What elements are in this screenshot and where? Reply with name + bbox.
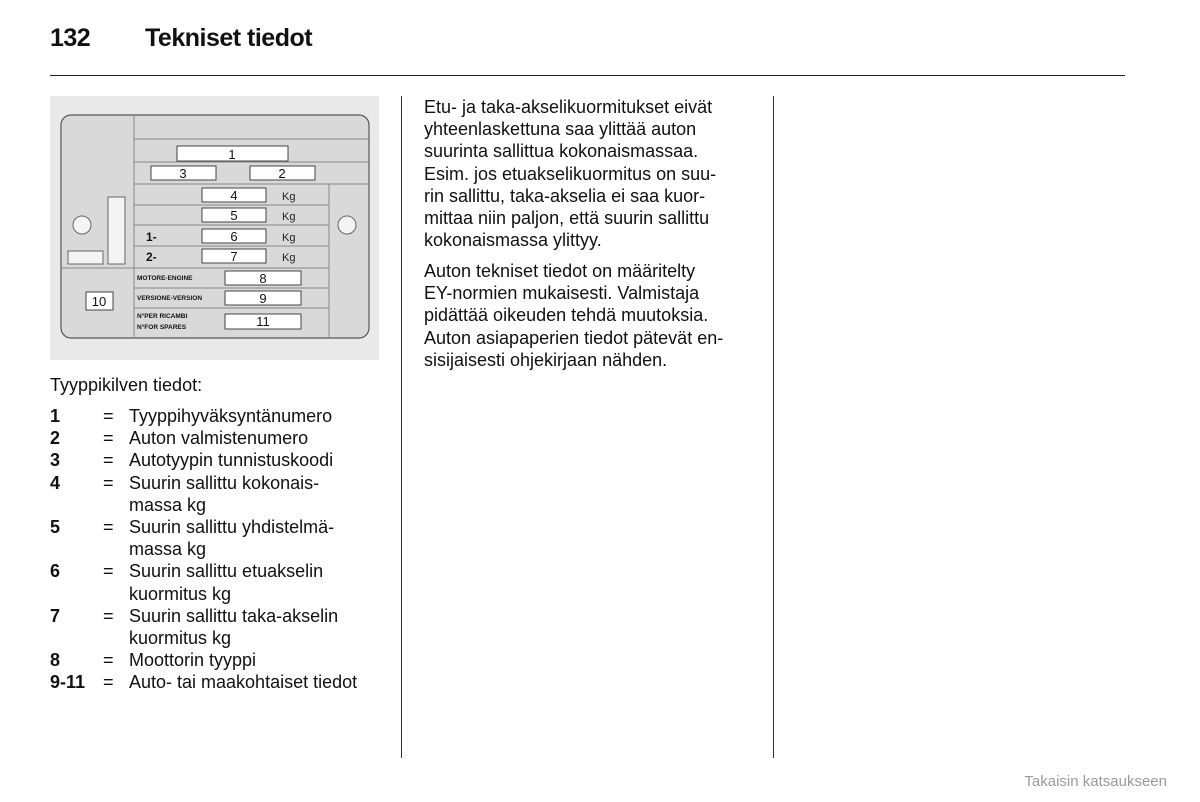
figure-caption: Tyyppikilven tiedot: xyxy=(50,375,203,395)
legend-equals: = xyxy=(103,450,114,471)
legend-item xyxy=(50,671,390,693)
plate-number-11: 11 xyxy=(256,314,270,329)
type-plate-illustration xyxy=(50,96,379,360)
plate-slot xyxy=(108,197,125,264)
plate-axle-label-1: 1- xyxy=(146,230,157,244)
legend-item xyxy=(50,649,390,671)
plate-unit-kg: Kg xyxy=(282,211,296,223)
legend-key: 9-11 xyxy=(50,672,86,693)
legend-key: 4 xyxy=(50,472,61,493)
legend-description: Suurin sallittu yhdistelmä- massa kg xyxy=(129,517,335,560)
plate-number-7: 7 xyxy=(230,249,238,264)
legend-list xyxy=(50,405,390,694)
legend-description: Tyyppihyväksyntänumero xyxy=(129,406,333,426)
legend-equals: = xyxy=(103,605,114,626)
plate-label-engine: MOTORE-ENGINE xyxy=(137,275,193,282)
page-title: Tekniset tiedot xyxy=(145,24,313,52)
plate-number-8: 8 xyxy=(259,271,267,286)
plate-label-spares-en: N°FOR SPARES xyxy=(137,324,187,331)
plate-number-9: 9 xyxy=(259,291,267,306)
page-number: 132 xyxy=(50,24,91,52)
legend-key: 5 xyxy=(50,517,61,538)
legend-equals: = xyxy=(103,561,114,582)
legend-description: Suurin sallittu kokonais- massa kg xyxy=(129,472,320,515)
legend-item xyxy=(50,605,390,649)
body-paragraph-axle-loads: Etu- ja taka-akselikuormitukset eivät yhteenlaskettuna saa ylittää auton suurinta sallittua kokonaismassaa. Esim. jos etuakselikuormitus on suu- rin sallittu, taka-akselia ei saa kuor- mittaa niin paljon, että suurin sallittu kokonaismassa ylittyy. xyxy=(424,97,717,251)
column-divider-left xyxy=(401,96,402,758)
plate-number-10: 10 xyxy=(91,294,107,309)
legend-item xyxy=(50,449,390,471)
plate-number-2: 2 xyxy=(278,166,286,181)
legend-item xyxy=(50,405,390,427)
legend-description: Auto- tai maakohtaiset tiedot xyxy=(129,672,358,693)
legend-key: 3 xyxy=(50,450,61,471)
plate-number-6: 6 xyxy=(230,229,238,244)
legend-key: 2 xyxy=(50,428,61,449)
type-plate-figure xyxy=(50,96,379,360)
legend-key: 8 xyxy=(50,650,61,671)
legend-key: 6 xyxy=(50,561,61,582)
plate-rivet-left xyxy=(73,216,91,234)
legend-item xyxy=(50,472,390,516)
plate-label-spares-it: N°PER RICAMBI xyxy=(137,313,188,320)
header-divider xyxy=(50,75,1125,76)
legend-equals: = xyxy=(103,650,114,671)
legend-key: 1 xyxy=(50,406,61,426)
legend-description: Autotyypin tunnistuskoodi xyxy=(129,450,334,471)
plate-rivet-right xyxy=(338,216,356,234)
plate-unit-kg: Kg xyxy=(282,232,296,244)
legend-equals: = xyxy=(103,406,114,426)
body-paragraph-ec-norms: Auton tekniset tiedot on määritelty EY-normien mukaisesti. Valmistaja pidättää oikeuden tehdä muutoksia. Auton asiapaperien tiedot pätevät en- sisijaisesti ohjekirjaan nähden. xyxy=(424,261,724,370)
plate-axle-label-2: 2- xyxy=(146,250,157,264)
column-divider-right xyxy=(773,96,774,758)
plate-number-5: 5 xyxy=(230,208,238,223)
legend-key: 7 xyxy=(50,605,61,626)
legend-description: Moottorin tyyppi xyxy=(129,650,257,671)
plate-label-version: VERSIONE-VERSION xyxy=(137,295,203,302)
plate-unit-kg: Kg xyxy=(282,191,296,203)
plate-number-4: 4 xyxy=(230,188,238,203)
legend-equals: = xyxy=(103,672,114,693)
back-to-overview-link[interactable]: Takaisin katsaukseen xyxy=(1024,773,1167,790)
legend-item xyxy=(50,427,390,449)
legend-equals: = xyxy=(103,472,114,493)
plate-small-field xyxy=(68,251,103,264)
legend-equals: = xyxy=(103,428,114,449)
legend-equals: = xyxy=(103,517,114,538)
legend-item xyxy=(50,516,390,560)
legend-description: Suurin sallittu taka-akselin kuormitus kg xyxy=(129,605,339,649)
legend-description: Auton valmistenumero xyxy=(129,428,309,449)
plate-unit-kg: Kg xyxy=(282,252,296,264)
legend-item xyxy=(50,560,390,604)
plate-number-3: 3 xyxy=(179,166,187,181)
plate-number-1: 1 xyxy=(228,147,236,162)
legend-description: Suurin sallittu etuakselin kuormitus kg xyxy=(129,561,324,604)
